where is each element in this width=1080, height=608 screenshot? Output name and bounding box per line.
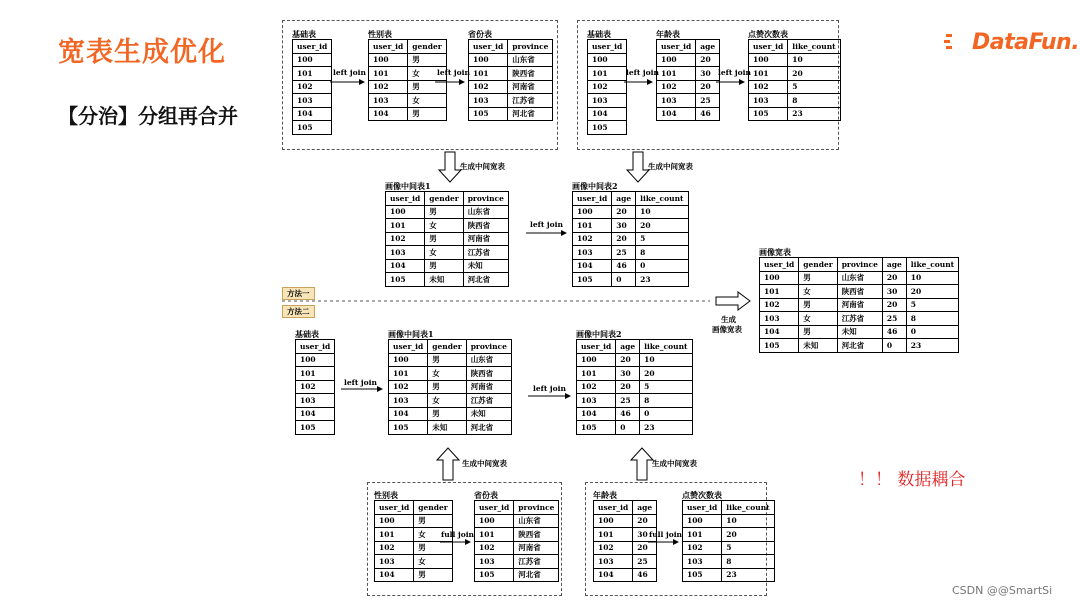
- table-cell: 102: [749, 80, 788, 94]
- table-cell: 20: [612, 232, 636, 246]
- table-header-cell: like_count: [636, 192, 688, 206]
- table-header-cell: province: [514, 501, 559, 515]
- table-cell: 102: [594, 541, 633, 555]
- table-cell: 30: [612, 219, 636, 233]
- table-cell: 104: [293, 107, 332, 121]
- table-cell: 100: [389, 353, 428, 367]
- table-header-cell: like_count: [906, 258, 958, 272]
- table-cell: 102: [469, 80, 508, 94]
- table-cell: 100: [657, 53, 696, 67]
- label-full-join: full join: [649, 530, 683, 539]
- table-name: 性别表: [374, 490, 398, 500]
- table-header-cell: gender: [425, 192, 463, 206]
- table-cell: 103: [475, 555, 514, 569]
- table-cell: 男: [425, 205, 463, 219]
- table-cell: 30: [696, 67, 720, 81]
- table-cell: 101: [293, 67, 332, 81]
- table-cell: 山东省: [463, 205, 508, 219]
- table-cell: 100: [475, 514, 514, 528]
- table-cell: 46: [616, 407, 640, 421]
- table-cell: 陕西省: [508, 67, 553, 81]
- table-header-cell: age: [882, 258, 906, 272]
- hollow-arrow-right: [716, 292, 750, 310]
- table-cell: 100: [588, 53, 627, 67]
- table-cell: 女: [799, 285, 837, 299]
- table-cell: 10: [788, 53, 840, 67]
- table-name: 基础表: [587, 29, 611, 39]
- table-cell: 103: [577, 394, 616, 408]
- table-cell: 8: [906, 312, 958, 326]
- table-cell: 女: [799, 312, 837, 326]
- table-header-cell: user_id: [475, 501, 514, 515]
- hollow-arrow-up-1: [437, 448, 459, 480]
- table-cell: 100: [760, 271, 799, 285]
- table-cell: 100: [293, 53, 332, 67]
- table-cell: 江苏省: [837, 312, 882, 326]
- table-cell: 陕西省: [837, 285, 882, 299]
- label-gen-mid: 生成中间宽表: [460, 162, 505, 171]
- table-cell: 23: [788, 107, 840, 121]
- table-header-cell: user_id: [760, 258, 799, 272]
- table-cell: 25: [882, 312, 906, 326]
- table-cell: 105: [760, 339, 799, 353]
- table-cell: 104: [386, 259, 425, 273]
- logo-text: DataFun.: [972, 30, 1080, 55]
- hollow-arrow-down-2: [627, 152, 649, 182]
- table-cell: 25: [616, 394, 640, 408]
- table-cell: 女: [428, 394, 466, 408]
- table-cell: 105: [683, 568, 722, 582]
- table-cell: 101: [577, 367, 616, 381]
- table-cell: 20: [788, 67, 840, 81]
- table-cell: 河北省: [466, 421, 511, 435]
- table-header-cell: user_id: [577, 340, 616, 354]
- table-cell: 103: [375, 555, 414, 569]
- table-cell: 河南省: [463, 232, 508, 246]
- table-cell: 未知: [463, 259, 508, 273]
- table-cell: 男: [428, 353, 466, 367]
- table-cell: 20: [882, 298, 906, 312]
- table-cell: 山东省: [466, 353, 511, 367]
- table-header-cell: user_id: [293, 40, 332, 54]
- table-cell: 102: [683, 541, 722, 555]
- table-cell: 102: [369, 80, 408, 94]
- table-cell: 20: [612, 205, 636, 219]
- table-cell: 100: [386, 205, 425, 219]
- table-header-cell: gender: [408, 40, 446, 54]
- table-cell: 46: [612, 259, 636, 273]
- table-cell: 101: [683, 528, 722, 542]
- table-cell: 5: [640, 380, 692, 394]
- table-cell: 5: [906, 298, 958, 312]
- table-header-cell: age: [696, 40, 720, 54]
- label-gen-mid: 生成中间宽表: [652, 459, 697, 468]
- table-cell: 0: [882, 339, 906, 353]
- table-cell: 江苏省: [514, 555, 559, 569]
- table-cell: 河南省: [514, 541, 559, 555]
- table-cell: 25: [612, 246, 636, 260]
- table-cell: 8: [636, 246, 688, 260]
- table-cell: 20: [696, 53, 720, 67]
- table-cell: 河北省: [508, 107, 553, 121]
- table-cell: 101: [749, 67, 788, 81]
- table-cell: 河南省: [837, 298, 882, 312]
- table-cell: 102: [296, 380, 335, 394]
- table-cell: 男: [428, 407, 466, 421]
- table-cell: 23: [722, 568, 774, 582]
- table-cell: 陕西省: [463, 219, 508, 233]
- table-cell: 0: [636, 259, 688, 273]
- table-cell: 102: [760, 298, 799, 312]
- table-cell: 江苏省: [466, 394, 511, 408]
- table-cell: 105: [475, 568, 514, 582]
- table-header-cell: age: [612, 192, 636, 206]
- tag-method2: 方法二: [282, 305, 315, 318]
- table-header-cell: like_count: [722, 501, 774, 515]
- table-cell: 101: [760, 285, 799, 299]
- label-left-join: left join: [333, 68, 366, 77]
- table-header-cell: user_id: [389, 340, 428, 354]
- table-cell: 103: [469, 94, 508, 108]
- table-cell: 20: [722, 528, 774, 542]
- table-name: 点赞次数表: [682, 490, 722, 500]
- table-cell: 未知: [837, 325, 882, 339]
- table-cell: 山东省: [508, 53, 553, 67]
- label-left-join: left join: [533, 384, 566, 393]
- table-cell: 20: [640, 367, 692, 381]
- table-cell: 20: [882, 271, 906, 285]
- table-cell: 101: [594, 528, 633, 542]
- table-cell: 未知: [466, 407, 511, 421]
- table-cell: 河南省: [508, 80, 553, 94]
- table-cell: 河北省: [514, 568, 559, 582]
- table-name: 基础表: [295, 329, 319, 339]
- table-cell: 男: [408, 53, 446, 67]
- table-header-cell: province: [466, 340, 511, 354]
- table-cell: 女: [408, 67, 446, 81]
- table-cell: 5: [722, 541, 774, 555]
- tag-method1: 方法一: [282, 287, 315, 300]
- table-cell: 25: [633, 555, 657, 569]
- table-cell: 20: [906, 285, 958, 299]
- table-name: 年龄表: [593, 490, 617, 500]
- table-name: 省份表: [474, 490, 498, 500]
- table-cell: 102: [389, 380, 428, 394]
- table-header-cell: gender: [414, 501, 452, 515]
- table-cell: 5: [788, 80, 840, 94]
- table-header-cell: gender: [428, 340, 466, 354]
- table-header-cell: user_id: [683, 501, 722, 515]
- table-cell: 103: [749, 94, 788, 108]
- label-gen-wide-2: 画像宽表: [712, 325, 742, 334]
- table-cell: 23: [906, 339, 958, 353]
- table-name: 画像中间表1: [385, 181, 431, 191]
- table-cell: 男: [414, 568, 452, 582]
- table-cell: 105: [386, 273, 425, 287]
- table-cell: 103: [594, 555, 633, 569]
- table-cell: 男: [414, 541, 452, 555]
- table-cell: 河北省: [837, 339, 882, 353]
- table-cell: 10: [640, 353, 692, 367]
- table-cell: 103: [573, 246, 612, 260]
- table-cell: 20: [636, 219, 688, 233]
- table-cell: 103: [657, 94, 696, 108]
- table-cell: 102: [293, 80, 332, 94]
- table-cell: 男: [425, 259, 463, 273]
- label-left-join: left join: [344, 378, 377, 387]
- table-cell: 江苏省: [463, 246, 508, 260]
- table-cell: 女: [428, 367, 466, 381]
- table-cell: 101: [475, 528, 514, 542]
- table-header-cell: user_id: [588, 40, 627, 54]
- table-cell: 104: [296, 407, 335, 421]
- table-cell: 103: [386, 246, 425, 260]
- table-cell: 105: [389, 421, 428, 435]
- table-cell: 104: [369, 107, 408, 121]
- table-cell: 男: [428, 380, 466, 394]
- table-cell: 20: [633, 514, 657, 528]
- table-cell: 46: [882, 325, 906, 339]
- table-header-cell: user_id: [573, 192, 612, 206]
- table-cell: 未知: [428, 421, 466, 435]
- table-cell: 100: [594, 514, 633, 528]
- table-cell: 102: [573, 232, 612, 246]
- table-cell: 23: [636, 273, 688, 287]
- table-cell: 5: [636, 232, 688, 246]
- table-cell: 男: [799, 271, 837, 285]
- table-cell: 100: [375, 514, 414, 528]
- table-cell: 20: [616, 380, 640, 394]
- table-name: 画像中间表1: [388, 329, 434, 339]
- table-cell: 100: [296, 353, 335, 367]
- table-cell: 男: [799, 325, 837, 339]
- table-cell: 102: [475, 541, 514, 555]
- table-cell: 10: [722, 514, 774, 528]
- table-cell: 江苏省: [508, 94, 553, 108]
- slide-title: 宽表生成优化: [58, 37, 226, 68]
- table-cell: 8: [788, 94, 840, 108]
- table-header-cell: user_id: [469, 40, 508, 54]
- table-cell: 男: [408, 80, 446, 94]
- table-cell: 女: [425, 246, 463, 260]
- table-cell: 23: [640, 421, 692, 435]
- table-cell: 105: [469, 107, 508, 121]
- table-cell: 男: [408, 107, 446, 121]
- table-cell: 101: [369, 67, 408, 81]
- table-cell: 20: [616, 353, 640, 367]
- table-cell: 102: [386, 232, 425, 246]
- table-cell: 103: [588, 94, 627, 108]
- table-cell: 陕西省: [514, 528, 559, 542]
- hollow-arrow-up-2: [631, 448, 653, 480]
- table-cell: 105: [293, 121, 332, 135]
- table-header-cell: like_count: [640, 340, 692, 354]
- table-cell: 46: [633, 568, 657, 582]
- table-cell: 0: [616, 421, 640, 435]
- table-name: 性别表: [368, 29, 392, 39]
- label-left-join: left join: [437, 68, 470, 77]
- table-header-cell: province: [463, 192, 508, 206]
- table-cell: 女: [414, 555, 452, 569]
- table-cell: 103: [293, 94, 332, 108]
- table-cell: 104: [657, 107, 696, 121]
- table-cell: 100: [683, 514, 722, 528]
- table-cell: 102: [577, 380, 616, 394]
- table-cell: 100: [577, 353, 616, 367]
- table-cell: 100: [749, 53, 788, 67]
- data-coupling-warning: ！！ 数据耦合: [858, 470, 966, 490]
- table-cell: 20: [633, 541, 657, 555]
- table-header-cell: user_id: [369, 40, 408, 54]
- table-cell: 河北省: [463, 273, 508, 287]
- label-left-join: left join: [626, 68, 659, 77]
- table-name: 基础表: [292, 29, 316, 39]
- table-cell: 105: [588, 121, 627, 135]
- table-header-cell: user_id: [375, 501, 414, 515]
- table-cell: 20: [696, 80, 720, 94]
- table-cell: 103: [683, 555, 722, 569]
- table-header-cell: user_id: [657, 40, 696, 54]
- table-cell: 101: [657, 67, 696, 81]
- table-cell: 105: [577, 421, 616, 435]
- table-cell: 101: [588, 67, 627, 81]
- table-cell: 101: [469, 67, 508, 81]
- table-cell: 101: [375, 528, 414, 542]
- table-cell: 未知: [425, 273, 463, 287]
- table-name: 画像中间表2: [576, 329, 622, 339]
- table-cell: 10: [906, 271, 958, 285]
- table-header-cell: province: [837, 258, 882, 272]
- table-cell: 100: [573, 205, 612, 219]
- table-cell: 103: [760, 312, 799, 326]
- label-full-join: full join: [441, 530, 475, 539]
- label-gen-mid: 生成中间宽表: [462, 459, 507, 468]
- table-name: 画像中间表2: [572, 181, 618, 191]
- label-left-join: left join: [718, 68, 751, 77]
- table-cell: 30: [616, 367, 640, 381]
- table-cell: 男: [414, 514, 452, 528]
- hollow-arrow-down-1: [439, 152, 461, 182]
- table-cell: 104: [389, 407, 428, 421]
- csdn-watermark: CSDN @@SmartSi: [952, 584, 1053, 597]
- table-cell: 男: [425, 232, 463, 246]
- table-name: 年龄表: [656, 29, 680, 39]
- label-gen-wide-1: 生成: [721, 315, 736, 324]
- table-cell: 104: [588, 107, 627, 121]
- table-cell: 山东省: [514, 514, 559, 528]
- table-cell: 男: [799, 298, 837, 312]
- table-cell: 25: [696, 94, 720, 108]
- table-header-cell: user_id: [386, 192, 425, 206]
- table-name: 点赞次数表: [748, 29, 788, 39]
- table-name: 画像宽表: [759, 247, 791, 257]
- table-cell: 104: [594, 568, 633, 582]
- table-cell: 104: [573, 259, 612, 273]
- table-cell: 105: [573, 273, 612, 287]
- table-cell: 105: [749, 107, 788, 121]
- table-header-cell: user_id: [594, 501, 633, 515]
- table-cell: 女: [414, 528, 452, 542]
- table-cell: 103: [296, 394, 335, 408]
- table-header-cell: province: [508, 40, 553, 54]
- table-header-cell: like_count: [788, 40, 840, 54]
- table-cell: 105: [296, 421, 335, 435]
- table-cell: 101: [573, 219, 612, 233]
- table-cell: 103: [389, 394, 428, 408]
- table-name: 省份表: [468, 29, 492, 39]
- table-cell: 10: [636, 205, 688, 219]
- label-gen-mid: 生成中间宽表: [648, 162, 693, 171]
- table-cell: 河南省: [466, 380, 511, 394]
- table-cell: 山东省: [837, 271, 882, 285]
- table-header-cell: gender: [799, 258, 837, 272]
- table-cell: 102: [375, 541, 414, 555]
- label-left-join: left join: [530, 220, 563, 229]
- table-cell: 101: [296, 367, 335, 381]
- table-header-cell: user_id: [296, 340, 335, 354]
- table-cell: 陕西省: [466, 367, 511, 381]
- table-cell: 0: [906, 325, 958, 339]
- table-cell: 女: [408, 94, 446, 108]
- table-cell: 0: [612, 273, 636, 287]
- table-header-cell: user_id: [749, 40, 788, 54]
- table-cell: 未知: [799, 339, 837, 353]
- table-cell: 46: [696, 107, 720, 121]
- table-cell: 103: [369, 94, 408, 108]
- table-cell: 8: [722, 555, 774, 569]
- table-header-cell: age: [633, 501, 657, 515]
- table-cell: 8: [640, 394, 692, 408]
- table-header-cell: age: [616, 340, 640, 354]
- slide-subtitle: 【分治】分组再合并: [58, 104, 238, 128]
- table-cell: 女: [425, 219, 463, 233]
- table-cell: 100: [369, 53, 408, 67]
- table-cell: 102: [588, 80, 627, 94]
- table-cell: 30: [882, 285, 906, 299]
- table-cell: 104: [577, 407, 616, 421]
- table-cell: 101: [389, 367, 428, 381]
- table-cell: 100: [469, 53, 508, 67]
- table-cell: 101: [386, 219, 425, 233]
- table-cell: 30: [633, 528, 657, 542]
- table-cell: 104: [760, 325, 799, 339]
- table-cell: 104: [375, 568, 414, 582]
- table-cell: 0: [640, 407, 692, 421]
- table-cell: 102: [657, 80, 696, 94]
